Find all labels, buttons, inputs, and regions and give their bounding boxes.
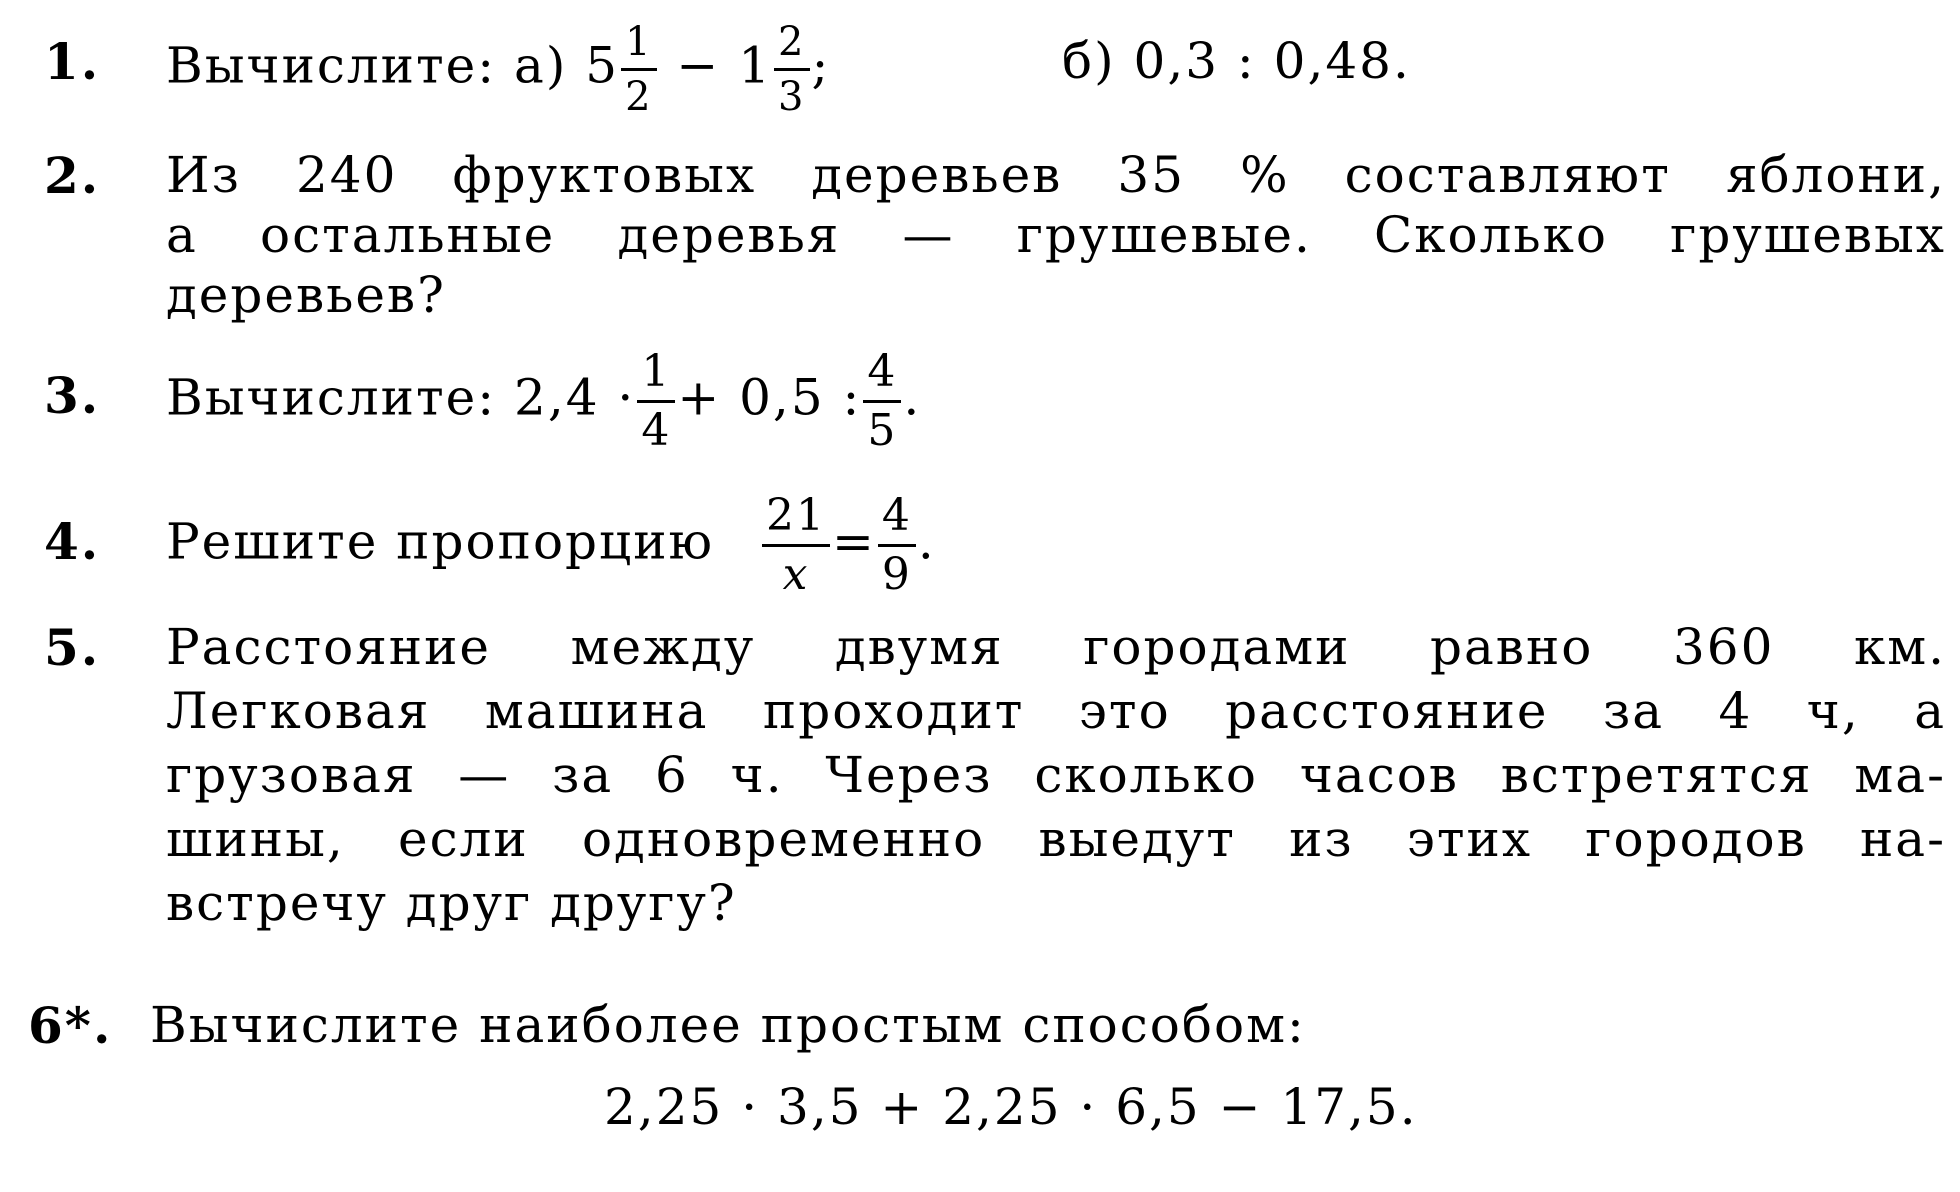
- problem-4-number: 4.: [44, 512, 101, 571]
- mixed-number-whole: 1: [738, 36, 773, 95]
- problem-4-text: [166, 490, 936, 600]
- fraction-numerator: 21: [762, 494, 830, 547]
- problem-1-part-a-label: а): [514, 36, 568, 95]
- fraction-numerator: 1: [637, 350, 675, 403]
- problem-3-text: [166, 346, 922, 456]
- fraction: [637, 346, 675, 456]
- problem-5-line: шины, если одновременно выедут из этих городов на-: [166, 810, 1946, 868]
- period: .: [903, 368, 922, 427]
- problem-3-prefix: Вычислите:: [166, 368, 497, 427]
- problem-5-number: 5.: [44, 618, 101, 677]
- semicolon: ;: [811, 36, 831, 95]
- problem-2-line: деревьев?: [166, 266, 446, 324]
- fraction-denominator: 9: [881, 549, 912, 600]
- problem-3-number: 3.: [44, 366, 101, 425]
- problem-2-number: 2.: [44, 146, 101, 205]
- fraction-numerator: 4: [878, 494, 916, 547]
- equals-sign: =: [831, 512, 876, 571]
- fraction-denominator-variable: x: [782, 549, 810, 600]
- fraction-numerator: 4: [863, 350, 901, 403]
- problem-1-part-b: [1062, 32, 1411, 90]
- expression-part: 2,4 ·: [514, 368, 636, 427]
- period: .: [917, 512, 936, 571]
- problem-5-line: грузовая — за 6 ч. Через сколько часов встретятся ма-: [166, 746, 1946, 804]
- problem-1-part-b-expression: 0,3 : 0,48.: [1133, 32, 1411, 90]
- problem-6-expression: 2,25 · 3,5 + 2,25 · 6,5 − 17,5.: [604, 1078, 1418, 1136]
- fraction-denominator: 2: [625, 74, 653, 120]
- fraction: [762, 490, 830, 600]
- problem-2-line: Из 240 фруктовых деревьев 35 % составляют яблони,: [166, 146, 1946, 204]
- fraction: [774, 19, 809, 120]
- fraction: [863, 346, 901, 456]
- problem-4-prefix: Решите пропорцию: [166, 512, 715, 571]
- fraction-denominator: 3: [778, 74, 806, 120]
- mixed-number-whole: 5: [585, 36, 620, 95]
- problem-5-line: Расстояние между двумя городами равно 360 км.: [166, 618, 1946, 676]
- fraction-numerator: 1: [621, 22, 656, 71]
- problem-1-prefix: Вычислите:: [166, 36, 497, 95]
- problem-6-number: 6*.: [28, 996, 113, 1055]
- fraction: [621, 19, 656, 120]
- problem-1-part-b-label: б): [1062, 32, 1116, 90]
- problem-1-number: 1.: [44, 32, 101, 91]
- fraction-numerator: 2: [774, 22, 809, 71]
- fraction: [878, 490, 916, 600]
- fraction-denominator: 4: [641, 405, 672, 456]
- expression-part: + 0,5 :: [677, 368, 862, 427]
- problem-5-line: Легковая машина проходит это расстояние за 4 ч, а: [166, 682, 1946, 740]
- problem-5-line: встречу друг другу?: [166, 874, 737, 932]
- problem-6-prefix: Вычислите наиболее простым способом:: [150, 996, 1306, 1054]
- minus-sign: −: [676, 36, 721, 95]
- problem-2-line: а остальные деревья — грушевые. Сколько грушевых: [166, 206, 1946, 264]
- fraction-denominator: 5: [867, 405, 898, 456]
- problem-1-text: [166, 19, 831, 120]
